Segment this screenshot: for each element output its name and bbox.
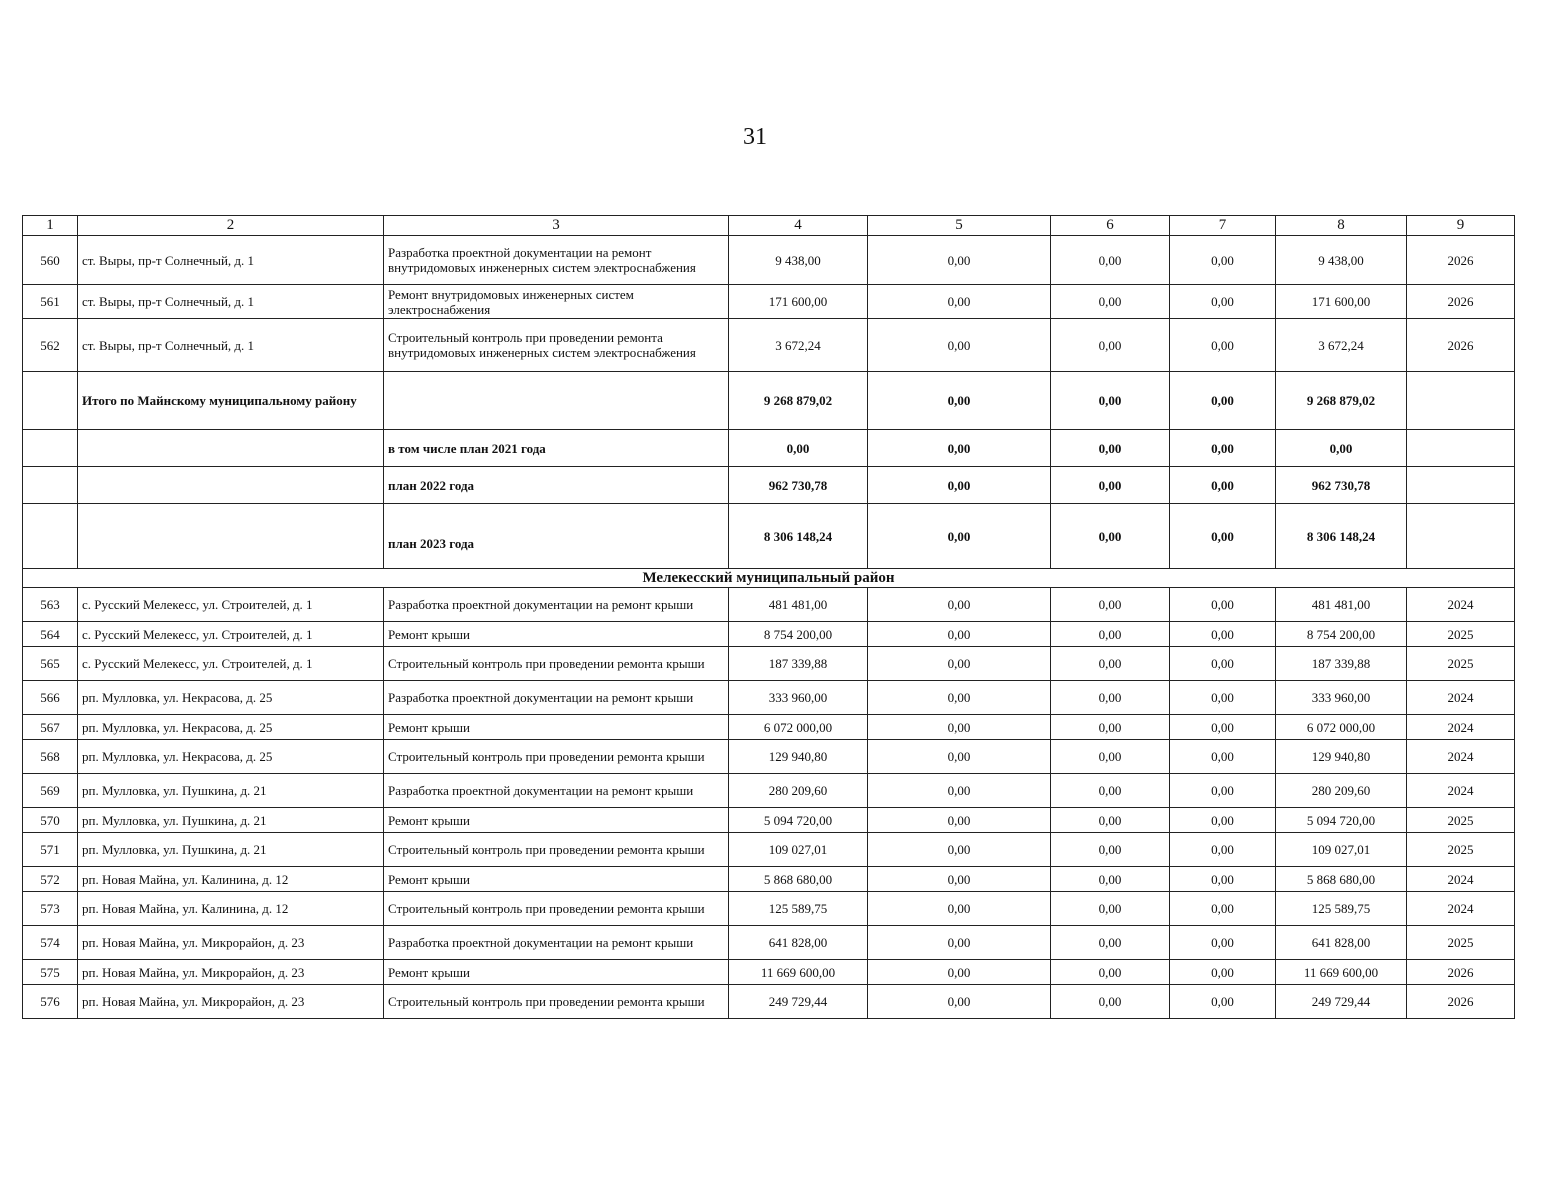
address-cell: с. Русский Мелекесс, ул. Строителей, д. 1	[78, 622, 384, 647]
table-row	[23, 774, 1515, 808]
amount-col6: 0,00	[1051, 926, 1170, 960]
plan-2021-col8: 0,00	[1276, 430, 1407, 467]
total-col6: 0,00	[1051, 372, 1170, 430]
plan-2023-col4: 8 306 148,24	[729, 504, 868, 569]
row-number: 573	[23, 892, 78, 926]
row-number: 571	[23, 833, 78, 867]
table-cell	[78, 504, 384, 569]
year-cell: 2024	[1407, 774, 1515, 808]
address-cell: рп. Мулловка, ул. Некрасова, д. 25	[78, 681, 384, 715]
amount-col5: 0,00	[868, 774, 1051, 808]
year-cell: 2024	[1407, 867, 1515, 892]
total-col4: 9 268 879,02	[729, 372, 868, 430]
amount-col5: 0,00	[868, 867, 1051, 892]
amount-col6: 0,00	[1051, 319, 1170, 372]
amount-col7: 0,00	[1170, 715, 1276, 740]
amount-col8: 187 339,88	[1276, 647, 1407, 681]
year-cell: 2024	[1407, 588, 1515, 622]
year-cell: 2026	[1407, 236, 1515, 285]
amount-col4: 249 729,44	[729, 985, 868, 1019]
amount-col4: 109 027,01	[729, 833, 868, 867]
total-col8: 9 268 879,02	[1276, 372, 1407, 430]
table-row	[23, 740, 1515, 774]
header-cell: 4	[729, 216, 868, 236]
address-cell: рп. Новая Майна, ул. Микрорайон, д. 23	[78, 960, 384, 985]
row-number: 564	[23, 622, 78, 647]
plan-2021-col5: 0,00	[868, 430, 1051, 467]
work-type-cell: Разработка проектной документации на ремонт внутридомовых инженерных систем электроснабжения	[384, 236, 729, 285]
year-cell: 2025	[1407, 833, 1515, 867]
amount-col5: 0,00	[868, 985, 1051, 1019]
row-number: 575	[23, 960, 78, 985]
table-row	[23, 926, 1515, 960]
amount-col4: 171 600,00	[729, 285, 868, 319]
plan-2022-col7: 0,00	[1170, 467, 1276, 504]
plan-2022-label: план 2022 года	[384, 467, 729, 504]
year-cell: 2025	[1407, 622, 1515, 647]
amount-col7: 0,00	[1170, 774, 1276, 808]
address-cell: рп. Мулловка, ул. Пушкина, д. 21	[78, 833, 384, 867]
amount-col8: 641 828,00	[1276, 926, 1407, 960]
amount-col7: 0,00	[1170, 588, 1276, 622]
amount-col6: 0,00	[1051, 588, 1170, 622]
work-type-cell: Строительный контроль при проведении ремонта крыши	[384, 985, 729, 1019]
work-type-cell: Ремонт крыши	[384, 808, 729, 833]
works-table	[22, 215, 1515, 1019]
plan-2022-col6: 0,00	[1051, 467, 1170, 504]
amount-col7: 0,00	[1170, 867, 1276, 892]
plan-2021-col7: 0,00	[1170, 430, 1276, 467]
year-cell: 2026	[1407, 960, 1515, 985]
plan-2021-col4: 0,00	[729, 430, 868, 467]
header-cell: 2	[78, 216, 384, 236]
amount-col8: 6 072 000,00	[1276, 715, 1407, 740]
amount-col6: 0,00	[1051, 808, 1170, 833]
plan-2023-col7: 0,00	[1170, 504, 1276, 569]
address-cell: ст. Выры, пр-т Солнечный, д. 1	[78, 285, 384, 319]
row-number: 568	[23, 740, 78, 774]
amount-col8: 249 729,44	[1276, 985, 1407, 1019]
column-number-header-row	[23, 216, 1515, 236]
work-type-cell: Разработка проектной документации на ремонт крыши	[384, 681, 729, 715]
row-number: 563	[23, 588, 78, 622]
amount-col5: 0,00	[868, 808, 1051, 833]
total-col7: 0,00	[1170, 372, 1276, 430]
amount-col6: 0,00	[1051, 833, 1170, 867]
table-row	[23, 622, 1515, 647]
year-cell: 2026	[1407, 985, 1515, 1019]
amount-col4: 641 828,00	[729, 926, 868, 960]
year-cell: 2024	[1407, 681, 1515, 715]
amount-col8: 125 589,75	[1276, 892, 1407, 926]
table-row	[23, 833, 1515, 867]
row-number: 565	[23, 647, 78, 681]
table-row	[23, 681, 1515, 715]
amount-col7: 0,00	[1170, 647, 1276, 681]
row-number: 572	[23, 867, 78, 892]
work-type-cell: Ремонт крыши	[384, 867, 729, 892]
amount-col5: 0,00	[868, 285, 1051, 319]
amount-col4: 6 072 000,00	[729, 715, 868, 740]
header-cell: 8	[1276, 216, 1407, 236]
amount-col7: 0,00	[1170, 236, 1276, 285]
table-cell	[1407, 467, 1515, 504]
table-row	[23, 985, 1515, 1019]
address-cell: рп. Новая Майна, ул. Калинина, д. 12	[78, 867, 384, 892]
table-cell	[1407, 430, 1515, 467]
amount-col8: 3 672,24	[1276, 319, 1407, 372]
amount-col5: 0,00	[868, 892, 1051, 926]
page-number: 31	[743, 124, 767, 150]
address-cell: с. Русский Мелекесс, ул. Строителей, д. 1	[78, 588, 384, 622]
plan-2022-row	[23, 467, 1515, 504]
amount-col5: 0,00	[868, 588, 1051, 622]
amount-col5: 0,00	[868, 960, 1051, 985]
amount-col4: 8 754 200,00	[729, 622, 868, 647]
table-row	[23, 892, 1515, 926]
row-number: 567	[23, 715, 78, 740]
table-row	[23, 588, 1515, 622]
amount-col6: 0,00	[1051, 867, 1170, 892]
table-row	[23, 319, 1515, 372]
row-number: 560	[23, 236, 78, 285]
plan-2023-col6: 0,00	[1051, 504, 1170, 569]
year-cell: 2026	[1407, 319, 1515, 372]
amount-col5: 0,00	[868, 715, 1051, 740]
work-type-cell: Строительный контроль при проведении ремонта крыши	[384, 647, 729, 681]
year-cell: 2024	[1407, 715, 1515, 740]
total-col5: 0,00	[868, 372, 1051, 430]
work-type-cell: Разработка проектной документации на ремонт крыши	[384, 588, 729, 622]
amount-col5: 0,00	[868, 622, 1051, 647]
amount-col5: 0,00	[868, 926, 1051, 960]
address-cell: ст. Выры, пр-т Солнечный, д. 1	[78, 236, 384, 285]
plan-2023-label: план 2023 года	[384, 504, 729, 569]
year-cell: 2025	[1407, 647, 1515, 681]
year-cell: 2024	[1407, 740, 1515, 774]
address-cell: рп. Мулловка, ул. Некрасова, д. 25	[78, 715, 384, 740]
plan-2022-col4: 962 730,78	[729, 467, 868, 504]
table-cell	[78, 430, 384, 467]
work-type-cell: Ремонт крыши	[384, 715, 729, 740]
plan-2021-row	[23, 430, 1515, 467]
amount-col4: 9 438,00	[729, 236, 868, 285]
amount-col5: 0,00	[868, 833, 1051, 867]
amount-col4: 5 094 720,00	[729, 808, 868, 833]
section-row	[23, 569, 1515, 588]
amount-col7: 0,00	[1170, 808, 1276, 833]
year-cell: 2026	[1407, 285, 1515, 319]
plan-2021-label: в том числе план 2021 года	[384, 430, 729, 467]
work-type-cell: Ремонт крыши	[384, 960, 729, 985]
work-type-cell: Ремонт внутридомовых инженерных систем электроснабжения	[384, 285, 729, 319]
table-cell	[23, 504, 78, 569]
amount-col7: 0,00	[1170, 740, 1276, 774]
work-type-cell: Строительный контроль при проведении ремонта крыши	[384, 833, 729, 867]
amount-col6: 0,00	[1051, 715, 1170, 740]
address-cell: ст. Выры, пр-т Солнечный, д. 1	[78, 319, 384, 372]
amount-col8: 171 600,00	[1276, 285, 1407, 319]
amount-col4: 187 339,88	[729, 647, 868, 681]
amount-col8: 11 669 600,00	[1276, 960, 1407, 985]
amount-col7: 0,00	[1170, 985, 1276, 1019]
amount-col8: 333 960,00	[1276, 681, 1407, 715]
total-label: Итого по Майнскому муниципальному району	[78, 372, 384, 430]
amount-col5: 0,00	[868, 681, 1051, 715]
table-cell	[78, 467, 384, 504]
amount-col8: 481 481,00	[1276, 588, 1407, 622]
header-cell: 7	[1170, 216, 1276, 236]
table-row	[23, 715, 1515, 740]
amount-col8: 8 754 200,00	[1276, 622, 1407, 647]
row-number: 570	[23, 808, 78, 833]
section-title: Мелекесский муниципальный район	[23, 569, 1515, 588]
amount-col8: 5 868 680,00	[1276, 867, 1407, 892]
amount-col7: 0,00	[1170, 892, 1276, 926]
address-cell: рп. Мулловка, ул. Пушкина, д. 21	[78, 774, 384, 808]
year-cell: 2025	[1407, 926, 1515, 960]
amount-col8: 109 027,01	[1276, 833, 1407, 867]
amount-col8: 280 209,60	[1276, 774, 1407, 808]
amount-col6: 0,00	[1051, 647, 1170, 681]
work-type-cell: Разработка проектной документации на ремонт крыши	[384, 774, 729, 808]
amount-col8: 129 940,80	[1276, 740, 1407, 774]
table-cell	[384, 372, 729, 430]
amount-col5: 0,00	[868, 740, 1051, 774]
table-cell	[23, 467, 78, 504]
header-cell: 6	[1051, 216, 1170, 236]
amount-col6: 0,00	[1051, 985, 1170, 1019]
amount-col6: 0,00	[1051, 681, 1170, 715]
amount-col4: 11 669 600,00	[729, 960, 868, 985]
amount-col8: 9 438,00	[1276, 236, 1407, 285]
address-cell: рп. Мулловка, ул. Пушкина, д. 21	[78, 808, 384, 833]
amount-col7: 0,00	[1170, 960, 1276, 985]
amount-col4: 3 672,24	[729, 319, 868, 372]
amount-col6: 0,00	[1051, 740, 1170, 774]
amount-col5: 0,00	[868, 319, 1051, 372]
address-cell: рп. Новая Майна, ул. Микрорайон, д. 23	[78, 985, 384, 1019]
table-row	[23, 236, 1515, 285]
amount-col7: 0,00	[1170, 622, 1276, 647]
table-row	[23, 960, 1515, 985]
work-type-cell: Строительный контроль при проведении ремонта внутридомовых инженерных систем электроснабжения	[384, 319, 729, 372]
row-number: 569	[23, 774, 78, 808]
table-cell	[23, 430, 78, 467]
amount-col4: 333 960,00	[729, 681, 868, 715]
row-number: 566	[23, 681, 78, 715]
table-cell	[23, 372, 78, 430]
plan-2021-col6: 0,00	[1051, 430, 1170, 467]
amount-col7: 0,00	[1170, 319, 1276, 372]
row-number: 576	[23, 985, 78, 1019]
amount-col7: 0,00	[1170, 681, 1276, 715]
row-number: 562	[23, 319, 78, 372]
header-cell: 3	[384, 216, 729, 236]
address-cell: рп. Новая Майна, ул. Микрорайон, д. 23	[78, 926, 384, 960]
work-type-cell: Разработка проектной документации на ремонт крыши	[384, 926, 729, 960]
table-row	[23, 647, 1515, 681]
amount-col4: 125 589,75	[729, 892, 868, 926]
amount-col7: 0,00	[1170, 926, 1276, 960]
plan-2022-col8: 962 730,78	[1276, 467, 1407, 504]
amount-col4: 5 868 680,00	[729, 867, 868, 892]
amount-col6: 0,00	[1051, 960, 1170, 985]
amount-col6: 0,00	[1051, 236, 1170, 285]
address-cell: рп. Новая Майна, ул. Калинина, д. 12	[78, 892, 384, 926]
amount-col5: 0,00	[868, 236, 1051, 285]
table-cell	[1407, 372, 1515, 430]
table-cell	[1407, 504, 1515, 569]
row-number: 561	[23, 285, 78, 319]
total-row	[23, 372, 1515, 430]
amount-col4: 129 940,80	[729, 740, 868, 774]
table-row	[23, 285, 1515, 319]
header-cell: 5	[868, 216, 1051, 236]
amount-col4: 481 481,00	[729, 588, 868, 622]
amount-col6: 0,00	[1051, 774, 1170, 808]
year-cell: 2024	[1407, 892, 1515, 926]
amount-col5: 0,00	[868, 647, 1051, 681]
address-cell: рп. Мулловка, ул. Некрасова, д. 25	[78, 740, 384, 774]
work-type-cell: Строительный контроль при проведении ремонта крыши	[384, 740, 729, 774]
amount-col6: 0,00	[1051, 622, 1170, 647]
amount-col6: 0,00	[1051, 285, 1170, 319]
plan-2023-col8: 8 306 148,24	[1276, 504, 1407, 569]
plan-2022-col5: 0,00	[868, 467, 1051, 504]
table-row	[23, 867, 1515, 892]
plan-2023-row	[23, 504, 1515, 569]
work-type-cell: Строительный контроль при проведении ремонта крыши	[384, 892, 729, 926]
year-cell: 2025	[1407, 808, 1515, 833]
row-number: 574	[23, 926, 78, 960]
amount-col7: 0,00	[1170, 285, 1276, 319]
address-cell: с. Русский Мелекесс, ул. Строителей, д. 1	[78, 647, 384, 681]
amount-col8: 5 094 720,00	[1276, 808, 1407, 833]
amount-col6: 0,00	[1051, 892, 1170, 926]
amount-col7: 0,00	[1170, 833, 1276, 867]
header-cell: 1	[23, 216, 78, 236]
amount-col4: 280 209,60	[729, 774, 868, 808]
header-cell: 9	[1407, 216, 1515, 236]
plan-2023-col5: 0,00	[868, 504, 1051, 569]
work-type-cell: Ремонт крыши	[384, 622, 729, 647]
table-row	[23, 808, 1515, 833]
